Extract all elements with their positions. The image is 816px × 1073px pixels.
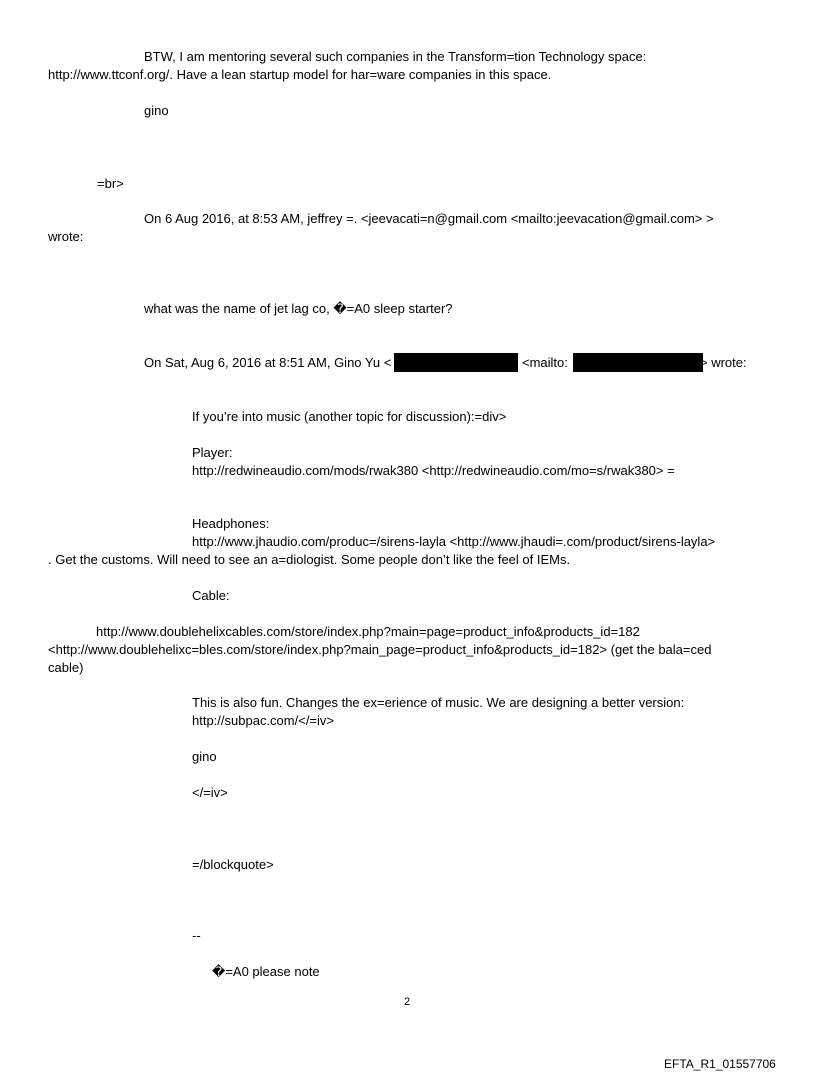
quote-header-cont: wrote: [48, 229, 84, 244]
body-line: . Get the customs. Will need to see an a=diologist. Some people don’t like the feel of IEMs. [48, 552, 571, 567]
url-line: <http://www.doublehelixc=bles.com/store/index.php?main_page=product_info&products_id=182> (get the bala=ced [48, 642, 712, 657]
item-label: Headphones: [192, 516, 270, 531]
url-line: http://subpac.com/</=iv> [192, 713, 334, 728]
redaction-box [573, 353, 703, 372]
html-artifact: </=iv> [192, 785, 228, 800]
document-id: EFTA_R1_01557706 [664, 1057, 776, 1071]
body-line: http://www.ttconf.org/. Have a lean startup model for har=ware companies in this space. [48, 67, 552, 82]
html-artifact: =/blockquote> [192, 857, 274, 872]
body-line: what was the name of jet lag co, �=A0 sleep starter? [144, 301, 453, 316]
body-line: cable) [48, 660, 84, 675]
url-line: http://www.doublehelixcables.com/store/index.php?main=page=product_info&products_id=182 [96, 624, 640, 639]
url-line: http://redwineaudio.com/mods/rwak380 <http://redwineaudio.com/mo=s/rwak380> = [192, 463, 675, 478]
body-line: If you’re into music (another topic for discussion):=div> [192, 409, 507, 424]
item-label: Cable: [192, 588, 230, 603]
quote-header-end: > wrote: [700, 355, 747, 370]
url-line: http://www.jhaudio.com/produc=/sirens-layla <http://www.jhaudi=.com/product/sirens-layla> [192, 534, 716, 549]
body-line: �=A0 please note [212, 964, 320, 979]
item-label: Player: [192, 445, 233, 460]
signature: gino [192, 749, 217, 764]
page-number: 2 [404, 996, 411, 1008]
body-line: This is also fun. Changes the ex=erience of music. We are designing a better version: [192, 695, 685, 710]
quote-header-start: On Sat, Aug 6, 2016 at 8:51 AM, Gino Yu < [144, 355, 392, 370]
mailto-label: <mailto: [522, 355, 568, 370]
html-artifact: =br> [97, 176, 124, 191]
signature: gino [144, 103, 169, 118]
separator: -- [192, 928, 201, 943]
body-line: BTW, I am mentoring several such companies in the Transform=tion Technology space: [144, 49, 647, 64]
redaction-box [394, 353, 518, 372]
quote-header: On 6 Aug 2016, at 8:53 AM, jeffrey =. <jeevacati=n@gmail.com <mailto:jeevacation@gmail.com> > [144, 211, 714, 226]
